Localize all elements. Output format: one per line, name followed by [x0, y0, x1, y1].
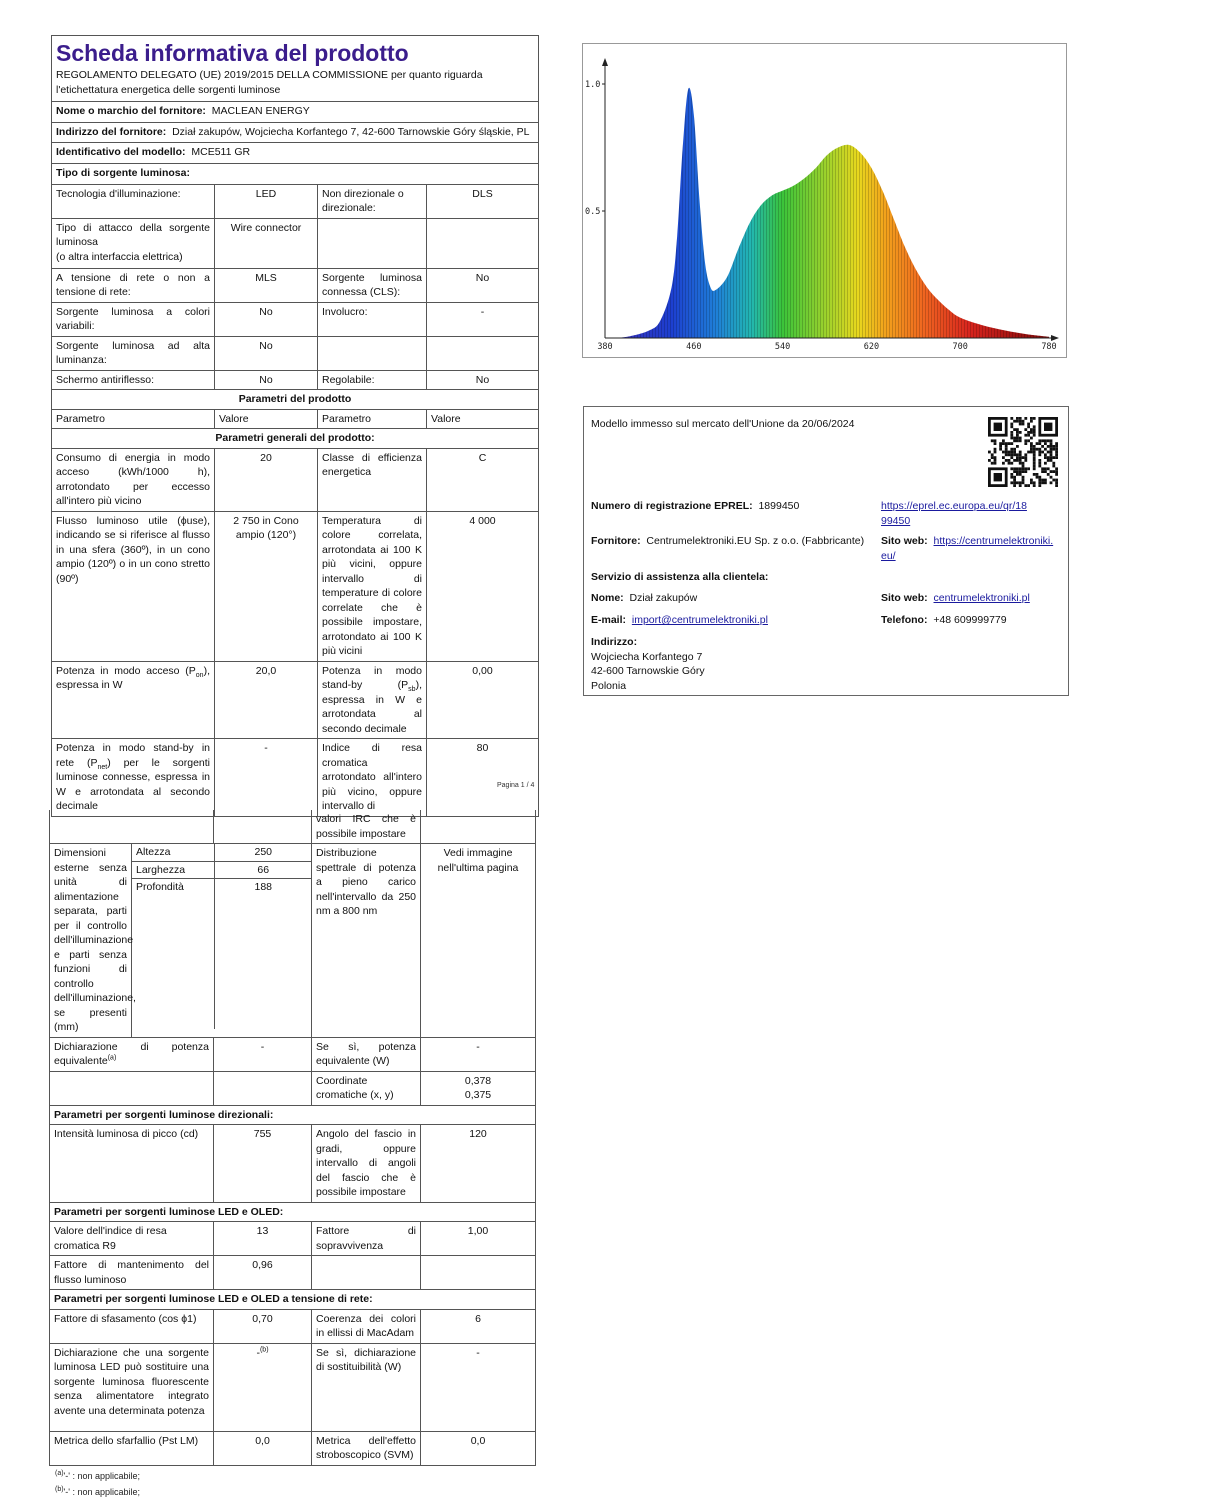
antiglare-value: No: [215, 370, 318, 390]
chroma-label: Coordinate cromatiche (x, y): [312, 1071, 421, 1105]
beam-value: 120: [421, 1125, 536, 1203]
x-tick-label: 780: [1041, 342, 1057, 352]
replace-label: Dichiarazione che una sorgente luminosa LED può sostituire una sorgente luminosa fluorescente senza alimentatore integrato avente una determinata potenza: [50, 1343, 214, 1431]
eclass-label: Classe di efficienza energetica: [318, 448, 427, 511]
address-value: Dział zakupów, Wojciecha Korfantego 7, 42-600 Tarnowskie Góry śląskie, PL: [172, 126, 530, 138]
flux-value: 2 750 in Cono ampio (120°): [215, 511, 318, 661]
cri-label: Indice di resa cromatica arrotondato all'intero più vicino, oppure intervallo di: [318, 739, 427, 817]
col-value-2: Valore: [427, 409, 539, 429]
x-tick-label: 380: [597, 342, 613, 352]
cap-value: Wire connector: [215, 218, 318, 268]
service-site-label: Sito web:: [881, 592, 928, 604]
eclass-value: C: [427, 448, 539, 511]
mains-value: MLS: [215, 268, 318, 302]
service-phone-label: Telefono:: [881, 614, 928, 626]
flux-label: Flusso luminoso utile (ϕuse), indicando se si riferisce al flusso in una sfera (360º), in un cono ampio (120º) o in un cono stretto (90º): [52, 511, 215, 661]
peak-label: Intensità luminosa di picco (cd): [50, 1125, 214, 1203]
replace-value: -$^{(b)}$: [214, 1343, 312, 1431]
model-value: MCE511 GR: [191, 145, 251, 158]
chroma-value: [421, 1071, 536, 1105]
chroma-x: 0,378: [464, 1074, 492, 1087]
info-sheet-table-1: [51, 35, 539, 817]
spd-label: Distribuzione spettrale di potenza a pieno carico nell'intervallo da 250 nm a 800 nm: [312, 844, 421, 1038]
pstlm-label: Metrica dello sfarfallio (Pst LM): [50, 1431, 214, 1465]
equiv-label: Dichiarazione di potenza equivalente$^{(a)}$: [50, 1037, 214, 1071]
eprel-link-line2[interactable]: 99450: [881, 514, 911, 527]
maint-value: 0,96: [214, 1256, 312, 1290]
macadam-value: 6: [421, 1309, 536, 1343]
col-value-1: Valore: [215, 409, 318, 429]
cls-label: Sorgente luminosa connessa (CLS):: [318, 268, 427, 302]
col-param-1: Parametro: [52, 409, 215, 429]
color-label: Sorgente luminosa a colori variabili:: [52, 302, 215, 336]
pnet-value: -: [215, 739, 318, 817]
psb-label: Potenza in modo stand-by $(P_{sb})$, espressa in W e arrotondata al secondo decimale: [318, 661, 427, 739]
peak-value: 755: [214, 1125, 312, 1203]
cosphi-value: 0,70: [214, 1309, 312, 1343]
pnet-label: Potenza in modo stand-by in rete $(P_{net})$ per le sorgenti luminose connesse, espressa in W e arrotondata al secondo decimale: [52, 739, 215, 817]
address-label: Indirizzo del fornitore:: [56, 126, 167, 138]
depth-value: 188: [254, 881, 273, 893]
cct-value: 4 000: [427, 511, 539, 661]
cap-label-note: (o altra interfaccia elettrica): [56, 250, 183, 263]
info-sheet-page-2: [49, 810, 535, 1500]
info-sheet-table-2: [49, 810, 536, 1466]
service-address-line2: 42-600 Tarnowskie Góry: [591, 665, 705, 677]
eprel-value: 1899450: [758, 500, 800, 512]
depth-label: Profondità: [132, 879, 214, 1029]
service-address-line1: Wojciecha Korfantego 7: [591, 650, 703, 663]
eprel-label: Numero di registrazione EPREL:: [591, 500, 753, 512]
sheet-title: Scheda informativa del prodotto: [56, 40, 409, 66]
card-site-link-line2[interactable]: eu/: [881, 549, 896, 562]
x-tick-label: 700: [952, 342, 968, 352]
x-tick-label: 460: [686, 342, 702, 352]
equivw-label: Se sì, potenza equivalente (W): [312, 1037, 421, 1071]
energy-value: 20: [215, 448, 318, 511]
footnote-a: $^{(a)}$'-' : non applicabile;: [55, 1469, 141, 1481]
service-email-label: E-mail:: [591, 614, 627, 626]
mains-label: A tensione di rete o non a tensione di rete:: [52, 268, 215, 302]
cosphi-label: Fattore di sfasamento (cos ϕ1): [50, 1309, 214, 1343]
psb-value: 0,00: [427, 661, 539, 739]
led-header: Parametri per sorgenti luminose LED e OLED:: [50, 1202, 536, 1222]
survival-label: Fattore di sopravvivenza: [312, 1222, 421, 1256]
page-number: Pagina 1 / 4: [497, 782, 535, 789]
cct-label: Temperatura di colore correlata, arrotondata ai 100 K più vicini, oppure intervallo di temperature di colore correlate che è possibile impostare, arrotondato ai 100 K più vicini: [318, 511, 427, 661]
params-header: Parametri del prodotto: [52, 390, 539, 410]
eprel-card: [583, 406, 1069, 696]
beam-label: Angolo del fascio in gradi, oppure intervallo di angoli del fascio che è possibile impostare: [312, 1125, 421, 1203]
color-value: No: [215, 302, 318, 336]
qr-code-icon[interactable]: [988, 417, 1058, 487]
service-email-link[interactable]: import@centrumelektroniki.pl: [631, 614, 768, 626]
pon-label: Potenza in modo acceso $(P_{on})$, espressa in W: [52, 661, 215, 739]
highlum-value: No: [215, 336, 318, 370]
nondir-value: DLS: [427, 184, 539, 218]
cri-label-cont: valori IRC che è possibile impostare: [312, 810, 421, 844]
dimmable-label: Regolabile:: [318, 370, 427, 390]
survival-value: 1,00: [421, 1222, 536, 1256]
card-site-link[interactable]: https://centrumelektroniki.: [933, 535, 1054, 547]
width-value: 66: [214, 861, 312, 879]
macadam-label: Coerenza dei colori in ellissi di MacAdam: [312, 1309, 421, 1343]
spd-value: Vedi immagine nell'ultima pagina: [421, 844, 536, 1038]
dimmable-value: No: [427, 370, 539, 390]
service-header: Servizio di assistenza alla clientela:: [591, 571, 769, 583]
height-label: Altezza: [132, 844, 214, 861]
pon-value: 20,0: [215, 661, 318, 739]
y-axis-arrow: [602, 58, 608, 66]
service-address-label: Indirizzo:: [591, 636, 638, 648]
card-site-label: Sito web:: [881, 535, 928, 547]
service-address: [591, 635, 705, 693]
service-site-link[interactable]: centrumelektroniki.pl: [933, 592, 1030, 604]
r9-label: Valore dell'indice di resa cromatica R9: [50, 1222, 214, 1256]
pstlm-value: 0,0: [214, 1431, 312, 1465]
svm-label: Metrica dell'effetto stroboscopico (SVM): [312, 1431, 421, 1465]
dims-label: Dimensioni esterne senza unità di alimentazione separata, parti per il controllo dell'illuminazione e parti senza funzioni di controllo dell'illuminazione, se presenti (mm): [50, 844, 132, 1038]
spectrum-svg: [583, 44, 1066, 357]
height-value: 250: [214, 844, 312, 861]
x-tick-label: 540: [774, 342, 791, 352]
svm-value: 0,0: [421, 1431, 536, 1465]
regulation-text: REGOLAMENTO DELEGATO (UE) 2019/2015 DELLA COMMISSIONE per quanto riguarda l'etichettatura energetica delle sorgenti luminose: [56, 69, 483, 96]
replacew-label: Se sì, dichiarazione di sostituibilità (W): [312, 1343, 421, 1431]
chroma-y: 0,375: [464, 1089, 492, 1101]
cap-label: Tipo di attacco della sorgente luminosa: [56, 221, 210, 248]
eprel-link-line1[interactable]: https://eprel.ec.europa.eu/qr/18: [881, 500, 1027, 512]
footnote-b: $^{(b)}$'-' : non applicabile;: [55, 1485, 141, 1497]
tech-label: Tecnologia d'illuminazione:: [52, 184, 215, 218]
envelope-label: Involucro:: [318, 302, 427, 336]
x-axis-arrow: [1051, 335, 1059, 341]
antiglare-label: Schermo antiriflesso:: [52, 370, 215, 390]
type-header: Tipo di sorgente luminosa:: [52, 163, 539, 184]
spectrum-chart: [582, 43, 1067, 358]
supplier-label: Nome o marchio del fornitore:: [56, 105, 206, 117]
nondir-label: Non direzionale o direzionale:: [318, 184, 427, 218]
card-supplier-label: Fornitore:: [591, 535, 641, 547]
equiv-value: -: [214, 1037, 312, 1071]
energy-label: Consumo di energia in modo acceso (kWh/1000 h), arrotondato per eccesso all'intero più vicino: [52, 448, 215, 511]
r9-value: 13: [214, 1222, 312, 1256]
general-header: Parametri generali del prodotto:: [52, 429, 539, 449]
card-supplier-value: Centrumelektroniki.EU Sp. z o.o. (Fabbricante): [646, 535, 865, 547]
info-sheet-page-1: [51, 35, 538, 817]
envelope-value: -: [427, 302, 539, 336]
eprel-link[interactable]: [881, 499, 1027, 528]
placed-on-market: Modello immesso sul mercato dell'Unione da 20/06/2024: [591, 418, 855, 430]
width-label: Larghezza: [132, 861, 214, 879]
x-tick-label: 620: [863, 342, 880, 352]
highlum-label: Sorgente luminosa ad alta luminanza:: [52, 336, 215, 370]
maint-label: Fattore di mantenimento del flusso luminoso: [50, 1256, 214, 1290]
cls-value: No: [427, 268, 539, 302]
service-name-value: Dział zakupów: [629, 592, 698, 604]
supplier-value: MACLEAN ENERGY: [211, 105, 310, 117]
cri-value: 80: [427, 739, 539, 817]
y-tick-label: 0.5: [585, 207, 601, 217]
service-phone-value: +48 609999779: [933, 614, 1007, 626]
dir-header: Parametri per sorgenti luminose direzionali:: [50, 1105, 536, 1125]
equivw-value: -: [421, 1037, 536, 1071]
replacew-value: -: [421, 1343, 536, 1431]
ledmains-header: Parametri per sorgenti luminose LED e OLED a tensione di rete:: [50, 1290, 536, 1310]
tech-value: LED: [215, 184, 318, 218]
col-param-2: Parametro: [318, 409, 427, 429]
spectrum-stripes: [605, 88, 1049, 338]
model-label: Identificativo del modello:: [56, 145, 186, 158]
service-name-label: Nome:: [591, 592, 624, 604]
y-tick-label: 1.0: [585, 80, 601, 90]
service-address-line3: Polonia: [591, 679, 627, 692]
